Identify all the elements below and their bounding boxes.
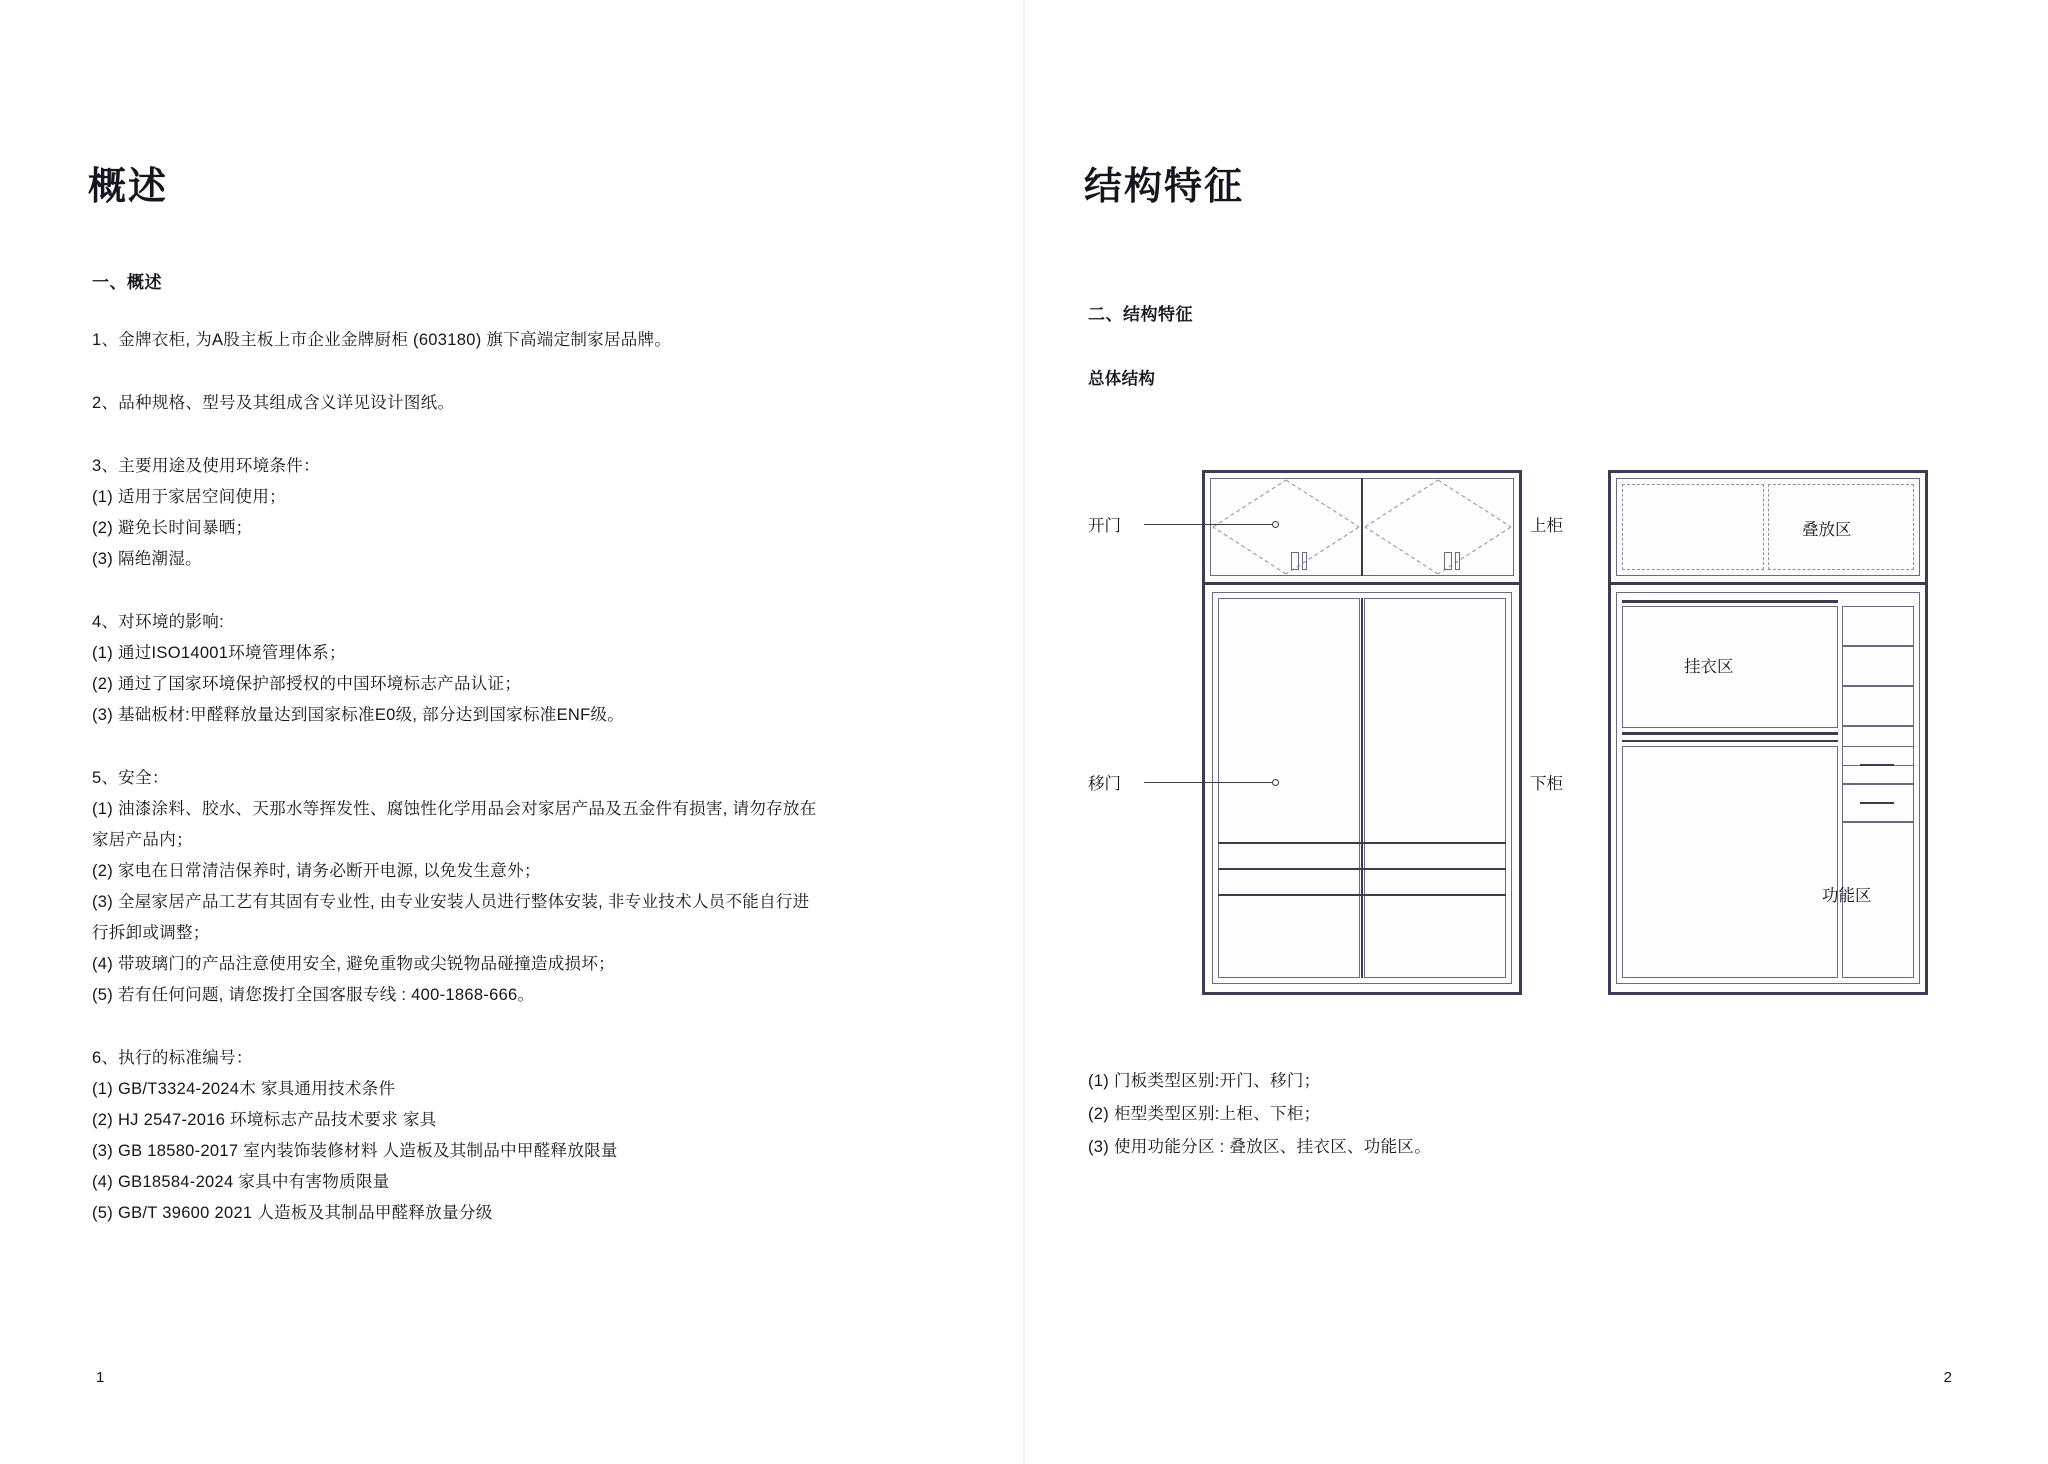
sub-label-overall-structure: 总体结构: [1088, 370, 1156, 388]
paragraph-line: (4) GB18584-2024 家具中有害物质限量: [92, 1173, 390, 1191]
door-swing-indicator-right: [1363, 478, 1513, 576]
cabinet-a-slide-left: [1218, 598, 1360, 978]
zone-label-stack: 叠放区: [1802, 521, 1852, 539]
paragraph-line: 行拆卸或调整；: [92, 924, 210, 942]
callout-dot-open-door: [1272, 521, 1279, 528]
callout-label-lower-cabinet: 下柜: [1530, 775, 1563, 793]
cabinet-a-slide-mullion: [1361, 598, 1363, 978]
paragraph-block: [92, 763, 952, 1011]
cabinet-a-handle-right: [1444, 552, 1452, 570]
callout-leader-sliding-door: [1144, 782, 1274, 783]
section-label-structure: 二、结构特征: [1088, 305, 1193, 324]
paragraph-line: (1) GB/T3324-2024木 家具通用技术条件: [92, 1080, 396, 1098]
paragraph-line: (2) 避免长时间暴晒；: [92, 519, 253, 537]
callout-label-upper-cabinet: 上柜: [1530, 517, 1563, 535]
paragraph-line: (2) HJ 2547-2016 环境标志产品技术要求 家具: [92, 1111, 437, 1129]
paragraph-line: 5、安全：: [92, 769, 169, 787]
paragraph-line: (1) 适用于家居空间使用；: [92, 488, 286, 506]
callout-leader-open-door: [1144, 524, 1274, 525]
page-number-right: 2: [1943, 1369, 1952, 1386]
paragraph-line: 3、主要用途及使用环境条件：: [92, 457, 320, 475]
paragraph-line: 2、品种规格、型号及其组成含义详见设计图纸。: [92, 394, 455, 412]
paragraph-block: [92, 451, 952, 575]
paragraph-line: 家居产品内；: [92, 831, 193, 849]
cabinet-b-upper-left-dash: [1622, 484, 1764, 570]
cabinet-a-handle-right-2: [1455, 552, 1460, 570]
paragraph-block: [92, 607, 952, 731]
callout-dot-sliding-door: [1272, 779, 1279, 786]
paragraph-line: 1、金牌衣柜, 为A股主板上市企业金牌厨柜 (603180) 旗下高端定制家居品牌。: [92, 331, 672, 349]
paragraph-block: [92, 1043, 952, 1229]
zone-label-hang: 挂衣区: [1684, 658, 1734, 676]
paragraph-line: 4、对环境的影响:: [92, 613, 224, 631]
paragraph-line: (1) 油漆涂料、胶水、天那水等挥发性、腐蚀性化学用品会对家居产品及五金件有损害, 请勿存放在: [92, 800, 817, 818]
cabinet-b-shelf-2: [1842, 646, 1914, 686]
page-title-left: 概述: [88, 166, 169, 209]
note-line: (2) 柜型类型区别:上柜、下柜；: [1088, 1105, 1321, 1123]
cabinet-b-mid-rail-2: [1622, 740, 1838, 742]
page-number-left: 1: [96, 1369, 105, 1386]
paragraph-line: (5) GB/T 39600 2021 人造板及其制品甲醛释放量分级: [92, 1204, 493, 1222]
cabinet-b-shelf-3: [1842, 686, 1914, 726]
page-title-right: 结构特征: [1084, 166, 1245, 209]
note-line: (1) 门板类型区别:开门、移门；: [1088, 1072, 1321, 1090]
section-label-overview: 一、概述: [92, 273, 162, 292]
left-content: [92, 268, 952, 1259]
cabinet-b-hang-rail: [1622, 600, 1838, 603]
callout-label-open-door: 开门: [1088, 517, 1121, 535]
zone-label-function: 功能区: [1822, 887, 1872, 905]
page-gutter: [1023, 0, 1025, 1464]
cabinet-a-handle-left-2: [1302, 552, 1307, 570]
paragraph-line: (4) 带玻璃门的产品注意使用安全, 避免重物或尖锐物品碰撞造成损坏；: [92, 955, 615, 973]
paragraph-line: 6、执行的标准编号：: [92, 1049, 253, 1067]
callout-label-sliding-door: 移门: [1088, 775, 1121, 793]
paragraph-block: [92, 388, 952, 419]
diagram-notes: [1088, 1065, 1968, 1164]
cabinet-b-shelf-1: [1842, 606, 1914, 646]
paragraph-line: (3) 全屋家居产品工艺有其固有专业性, 由专业安装人员进行整体安装, 非专业技术人员不能自行进: [92, 893, 810, 911]
cabinet-b-lower-panel: [1622, 746, 1838, 978]
paragraph-line: (1) 通过ISO14001环境管理体系；: [92, 644, 346, 662]
cabinet-b-mid-rail: [1622, 732, 1838, 735]
paragraph-line: (5) 若有任何问题, 请您拨打全国客服专线 : 400-1868-666。: [92, 986, 535, 1004]
cabinet-b-drawer-1-handle: [1860, 764, 1894, 766]
wardrobe-structure-diagram: [1088, 450, 1968, 1010]
paragraph-block: [92, 325, 952, 356]
paragraph-line: (3) 隔绝潮湿。: [92, 550, 202, 568]
right-content: [1088, 300, 1968, 389]
paragraph-line: (2) 通过了国家环境保护部授权的中国环境标志产品认证；: [92, 675, 522, 693]
cabinet-a-divider: [1205, 582, 1519, 585]
cabinet-a-slide-right: [1364, 598, 1506, 978]
cabinet-b-divider: [1611, 582, 1925, 585]
paragraph-line: (2) 家电在日常清洁保养时, 请务必断开电源, 以免发生意外；: [92, 862, 541, 880]
note-line: (3) 使用功能分区 : 叠放区、挂衣区、功能区。: [1088, 1138, 1432, 1156]
cabinet-b-drawer-2-handle: [1860, 802, 1894, 804]
paragraph-line: (3) 基础板材:甲醛释放量达到国家标准E0级, 部分达到国家标准ENF级。: [92, 706, 625, 724]
cabinet-a-handle-left: [1291, 552, 1299, 570]
paragraph-line: (3) GB 18580-2017 室内装饰装修材料 人造板及其制品中甲醛释放限量: [92, 1142, 618, 1160]
door-swing-indicator-left: [1211, 478, 1361, 576]
